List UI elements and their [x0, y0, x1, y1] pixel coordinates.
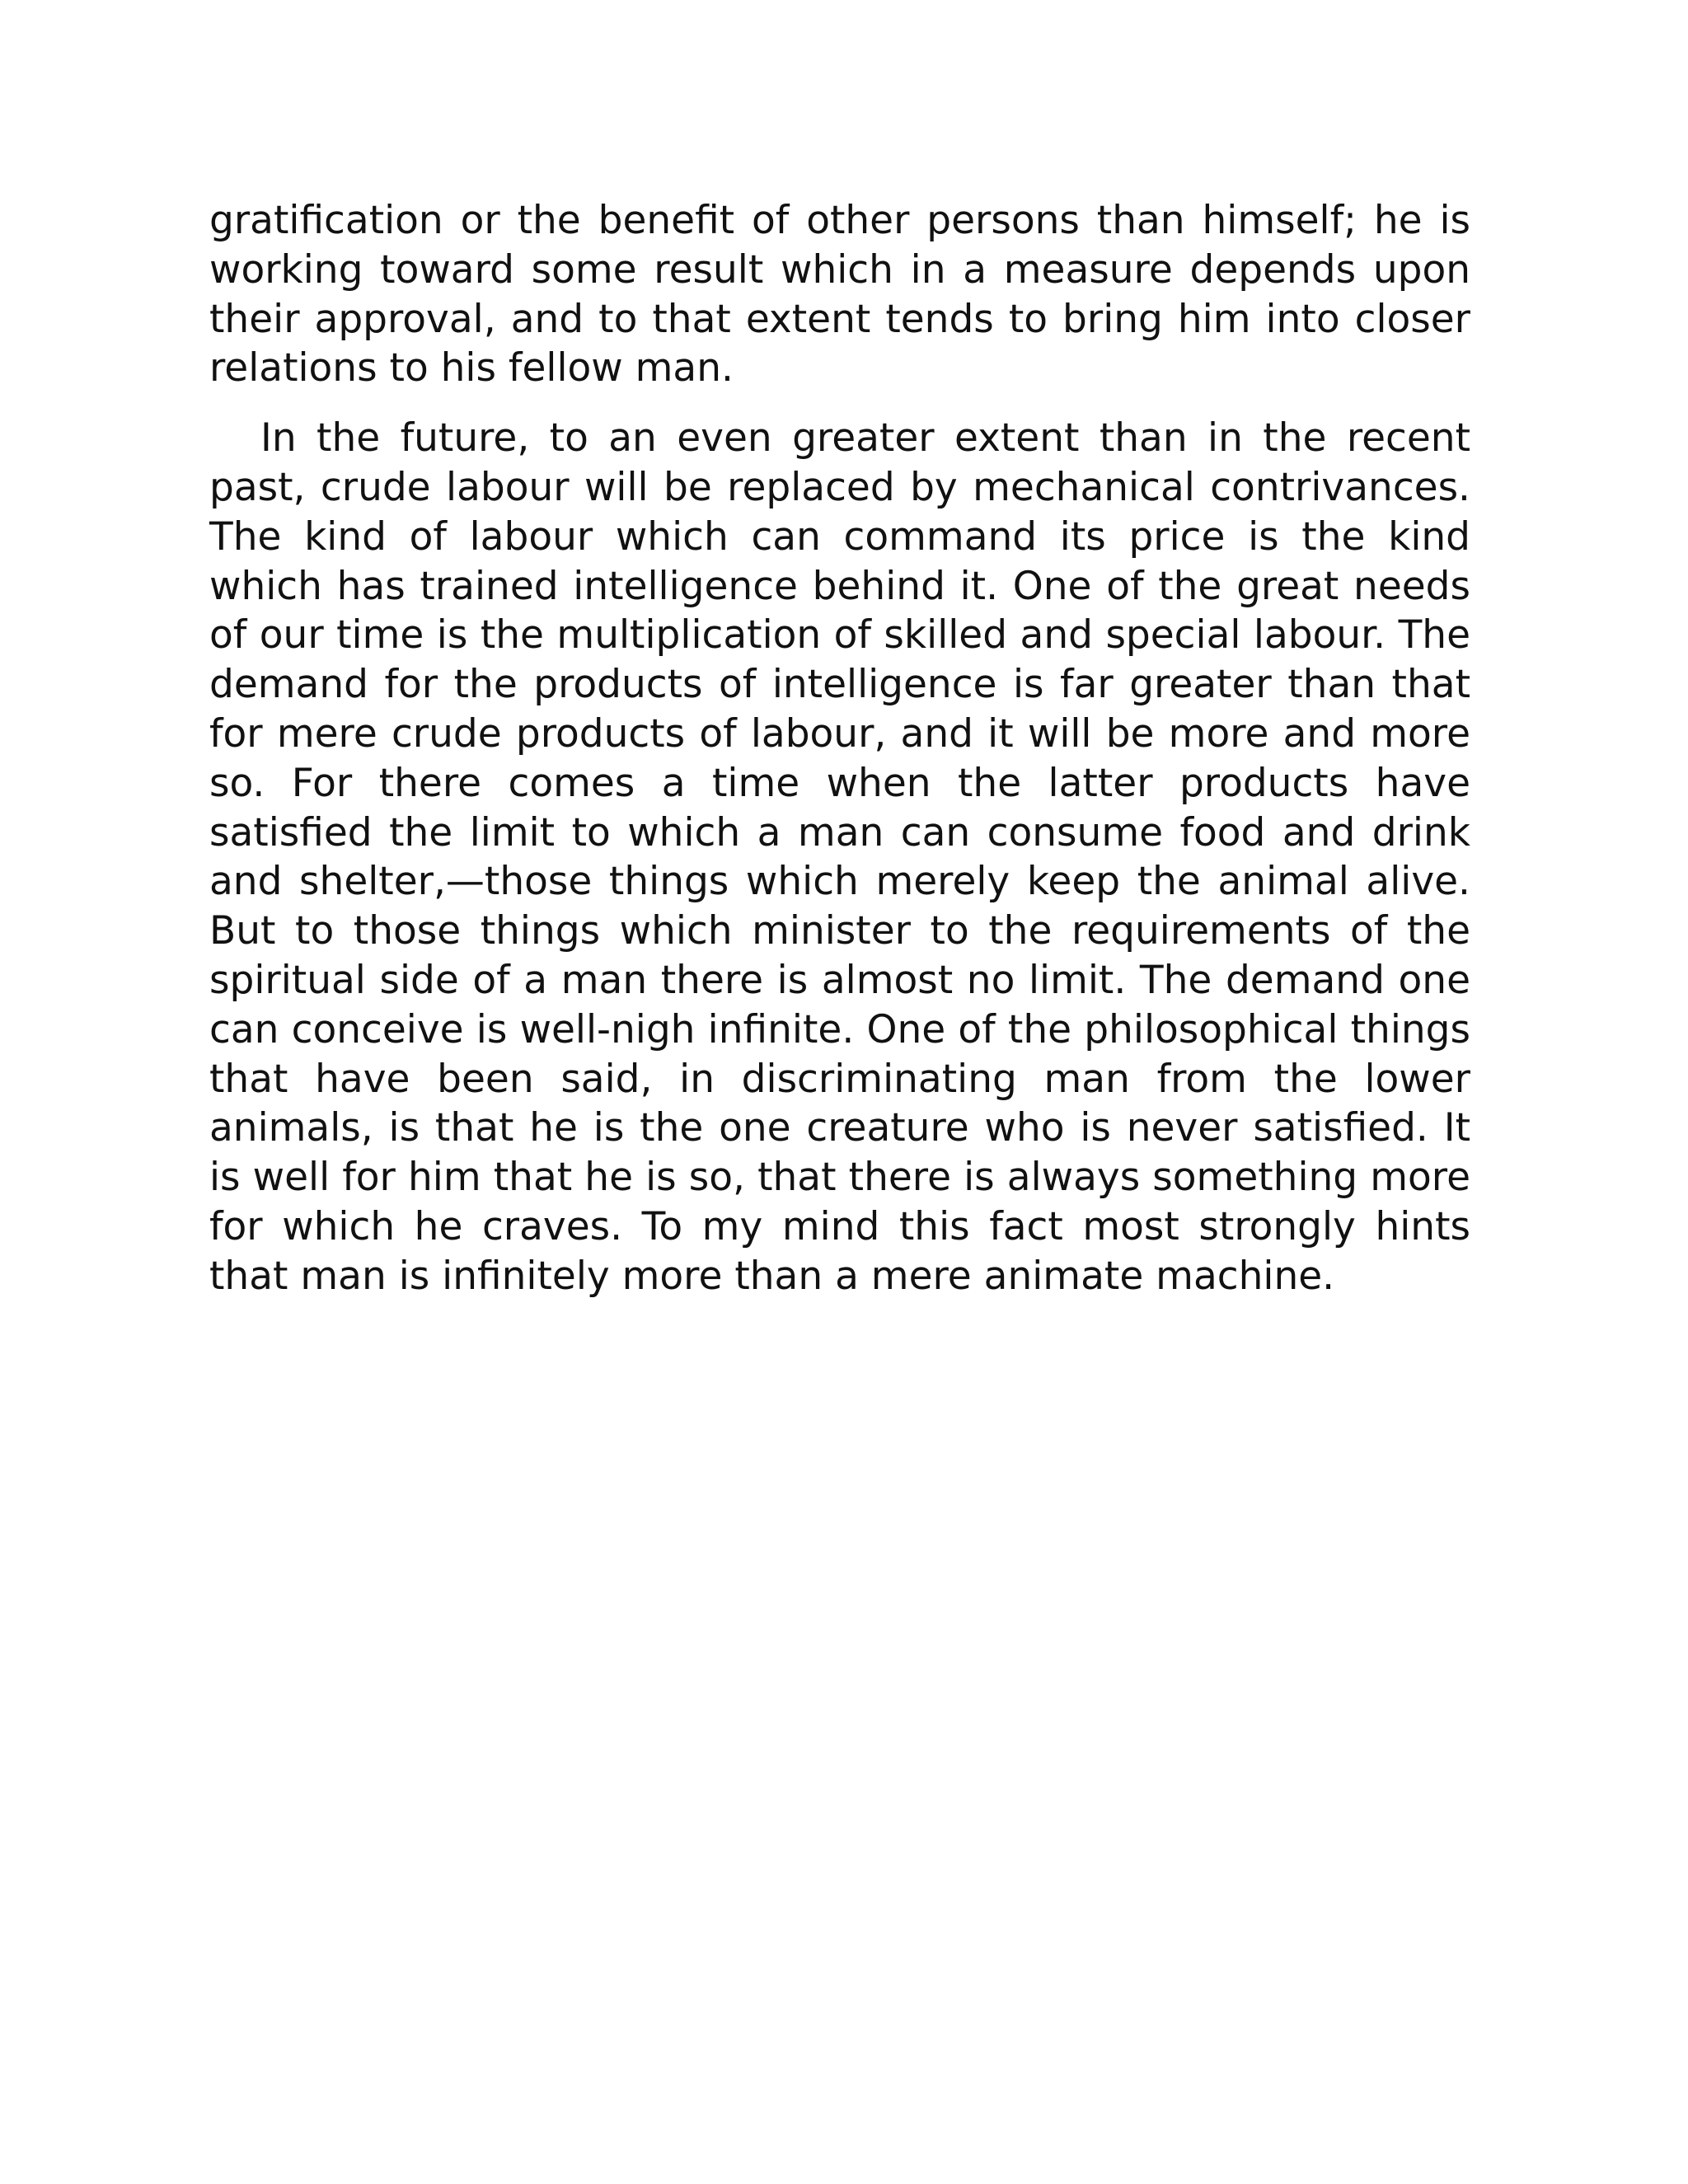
paragraph-future-labour: In the future, to an even greater extent than in the recent past, crude labour will be replaced by mechanical contrivances. The kind of labour which can command its price is the kind which has trained intelligence behind it. One of the great needs of our time is the multiplication of skilled and special labour. The demand for the products of intelligence is far greater than that for mere crude products of labour, and it will be more and more so. For there comes a time when the latter products have satisfied the limit to which a man can consume food and drink and shelter,—those things which merely keep the animal alive. But to those things which minister to the requirements of the spiritual side of a man there is almost no limit. The demand one can conceive is well-nigh infinite. One of the philosophical things that have been said, in discriminating man from the lower animals, is that he is the one creature who is never satisfied. It is well for him that he is so, that there is always something more for which he craves. To my mind this fact most strongly hints that man is infinitely more than a mere animate machine.: [209, 415, 1470, 1299]
paragraph-continuation: gratification or the benefit of other persons than himself; he is working toward some result which in a measure depends upon their approval, and to that extent tends to bring him into closer relations to his fellow man.: [209, 198, 1470, 391]
body-text: [209, 196, 1470, 1301]
